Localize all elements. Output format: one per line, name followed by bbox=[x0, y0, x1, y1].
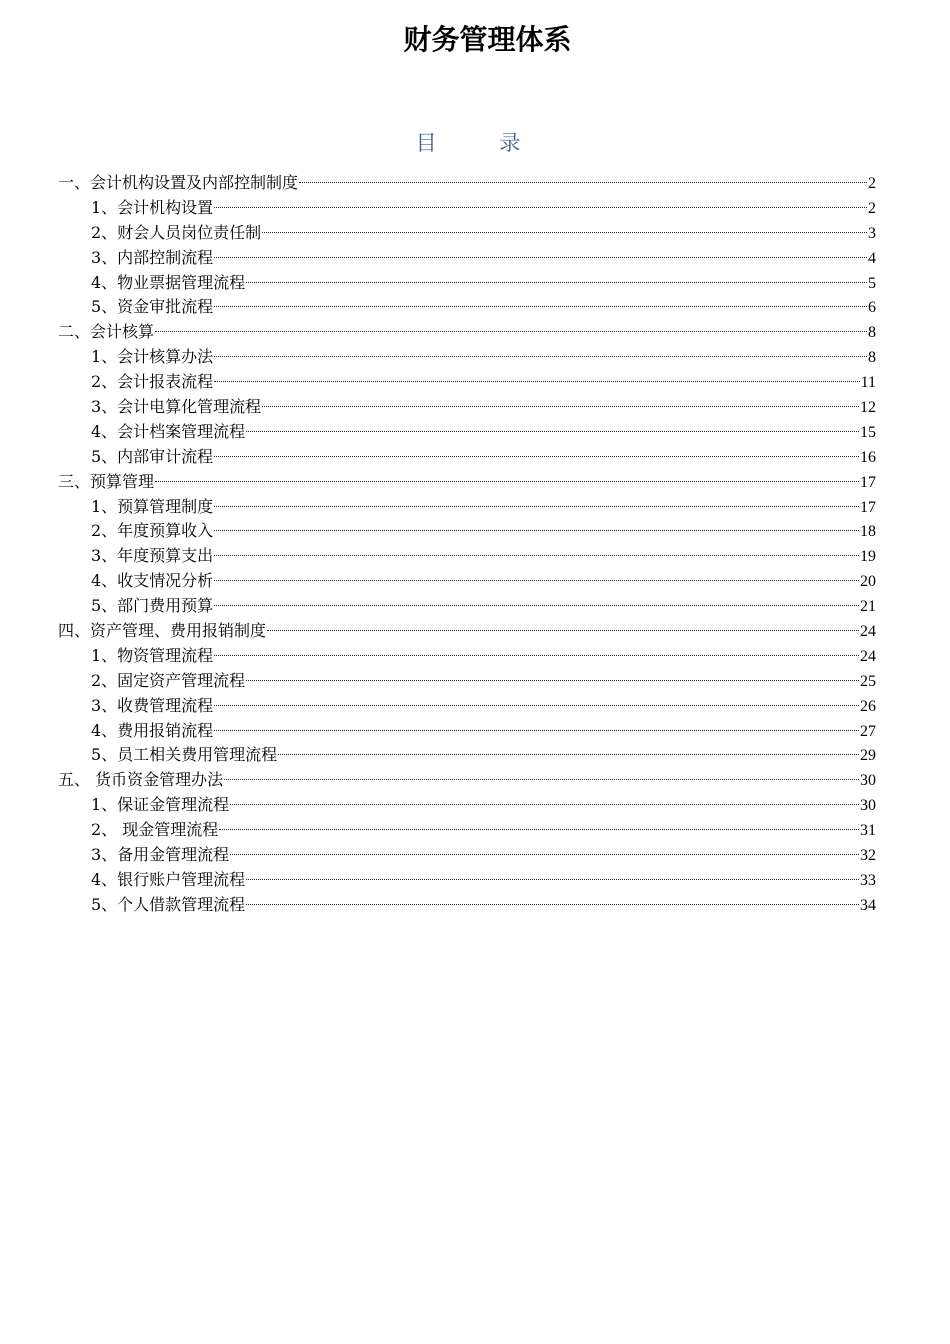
toc-page-number: 21 bbox=[860, 598, 876, 616]
toc-subsection-entry[interactable] bbox=[58, 868, 876, 893]
toc-page-number: 25 bbox=[860, 672, 876, 690]
toc-entry-label: 4、费用报销流程 bbox=[91, 720, 214, 740]
toc-entry-label: 四、资产管理、费用报销制度 bbox=[58, 621, 267, 641]
toc-dot-leader bbox=[214, 257, 867, 258]
toc-page-number: 26 bbox=[860, 697, 876, 715]
toc-dot-leader bbox=[278, 754, 859, 755]
toc-subsection-entry[interactable] bbox=[58, 893, 876, 918]
toc-dot-leader bbox=[214, 381, 859, 382]
toc-section-entry[interactable] bbox=[58, 768, 876, 793]
toc-entry-label: 3、备用金管理流程 bbox=[91, 845, 230, 865]
toc-dot-leader bbox=[214, 705, 859, 706]
toc-page-number: 19 bbox=[860, 548, 876, 566]
toc-subsection-entry[interactable] bbox=[58, 544, 876, 569]
toc-section-entry[interactable] bbox=[58, 470, 876, 495]
toc-subsection-entry[interactable] bbox=[58, 370, 876, 395]
toc-subsection-entry[interactable] bbox=[58, 196, 876, 221]
toc-subsection-entry[interactable] bbox=[58, 669, 876, 694]
toc-dot-leader bbox=[230, 854, 859, 855]
toc-subsection-entry[interactable] bbox=[58, 719, 876, 744]
toc-subsection-entry[interactable] bbox=[58, 793, 876, 818]
toc-dot-leader bbox=[214, 306, 867, 307]
toc-page-number: 20 bbox=[860, 573, 876, 591]
toc-subsection-entry[interactable] bbox=[58, 295, 876, 320]
toc-entry-label: 4、银行账户管理流程 bbox=[91, 869, 246, 889]
toc-entry-label: 1、保证金管理流程 bbox=[91, 795, 230, 815]
toc-subsection-entry[interactable] bbox=[58, 743, 876, 768]
table-of-contents bbox=[58, 171, 876, 918]
toc-subsection-entry[interactable] bbox=[58, 694, 876, 719]
toc-subsection-entry[interactable] bbox=[58, 569, 876, 594]
toc-subsection-entry[interactable] bbox=[58, 519, 876, 544]
toc-entry-label: 5、部门费用预算 bbox=[91, 596, 214, 616]
toc-dot-leader bbox=[262, 406, 859, 407]
document-title: 财务管理体系 bbox=[403, 23, 572, 56]
toc-page-number: 2 bbox=[868, 175, 876, 192]
toc-dot-leader bbox=[155, 481, 859, 482]
toc-page-number: 16 bbox=[860, 448, 876, 466]
toc-dot-leader bbox=[246, 431, 859, 432]
toc-entry-label: 2、财会人员岗位责任制 bbox=[91, 222, 262, 242]
toc-page-number: 34 bbox=[860, 896, 876, 914]
toc-entry-label: 1、物资管理流程 bbox=[91, 645, 214, 665]
toc-entry-label: 2、会计报表流程 bbox=[91, 372, 214, 392]
toc-entry-label: 1、预算管理制度 bbox=[91, 496, 214, 516]
toc-page-number: 32 bbox=[860, 847, 876, 865]
toc-subsection-entry[interactable] bbox=[58, 395, 876, 420]
toc-subsection-entry[interactable] bbox=[58, 644, 876, 669]
toc-entry-label: 4、会计档案管理流程 bbox=[91, 421, 246, 441]
toc-page-number: 6 bbox=[868, 299, 876, 317]
toc-dot-leader bbox=[214, 605, 859, 606]
toc-page-number: 2 bbox=[868, 199, 876, 217]
toc-entry-label: 5、员工相关费用管理流程 bbox=[91, 745, 278, 765]
toc-dot-leader bbox=[267, 630, 859, 631]
toc-dot-leader bbox=[230, 804, 859, 805]
toc-page-number: 27 bbox=[860, 722, 876, 740]
toc-page-number: 17 bbox=[860, 498, 876, 516]
toc-subsection-entry[interactable] bbox=[58, 818, 876, 843]
toc-dot-leader bbox=[219, 829, 859, 830]
toc-subsection-entry[interactable] bbox=[58, 495, 876, 520]
toc-entry-label: 5、内部审计流程 bbox=[91, 446, 214, 466]
toc-entry-label: 三、预算管理 bbox=[58, 471, 155, 491]
toc-page-number: 24 bbox=[860, 623, 876, 641]
toc-dot-leader bbox=[214, 655, 859, 656]
toc-dot-leader bbox=[155, 331, 867, 332]
toc-entry-label: 1、会计核算办法 bbox=[91, 347, 214, 367]
toc-dot-leader bbox=[214, 580, 859, 581]
toc-page-number: 12 bbox=[860, 399, 876, 417]
toc-entry-label: 2、 现金管理流程 bbox=[91, 820, 219, 840]
toc-entry-label: 2、年度预算收入 bbox=[91, 521, 214, 541]
toc-subsection-entry[interactable] bbox=[58, 420, 876, 445]
toc-page-number: 5 bbox=[868, 274, 876, 292]
toc-entry-label: 3、年度预算支出 bbox=[91, 546, 214, 566]
toc-page-number: 17 bbox=[860, 473, 876, 491]
toc-entry-label: 5、资金审批流程 bbox=[91, 297, 214, 317]
toc-dot-leader bbox=[214, 207, 867, 208]
toc-page-number: 11 bbox=[860, 374, 876, 392]
toc-entry-label: 二、会计核算 bbox=[58, 322, 155, 342]
toc-dot-leader bbox=[214, 456, 859, 457]
toc-dot-leader bbox=[214, 730, 859, 731]
toc-page-number: 8 bbox=[868, 349, 876, 367]
toc-page-number: 15 bbox=[860, 423, 876, 441]
toc-entry-label: 3、会计电算化管理流程 bbox=[91, 397, 262, 417]
toc-entry-label: 一、会计机构设置及内部控制制度 bbox=[58, 173, 299, 192]
toc-dot-leader bbox=[299, 182, 867, 183]
toc-section-entry[interactable] bbox=[58, 171, 876, 196]
toc-dot-leader bbox=[224, 779, 859, 780]
toc-subsection-entry[interactable] bbox=[58, 345, 876, 370]
toc-entry-label: 4、收支情况分析 bbox=[91, 571, 214, 591]
toc-dot-leader bbox=[214, 555, 859, 556]
toc-page-number: 24 bbox=[860, 647, 876, 665]
toc-section-entry[interactable] bbox=[58, 320, 876, 345]
toc-page-number: 3 bbox=[868, 224, 876, 242]
toc-subsection-entry[interactable] bbox=[58, 221, 876, 246]
toc-subsection-entry[interactable] bbox=[58, 271, 876, 296]
toc-entry-label: 五、 货币资金管理办法 bbox=[58, 770, 224, 790]
toc-dot-leader bbox=[214, 530, 859, 531]
toc-entry-label: 3、内部控制流程 bbox=[91, 247, 214, 267]
toc-entry-label: 4、物业票据管理流程 bbox=[91, 272, 246, 292]
toc-heading: 目 录 bbox=[415, 131, 549, 155]
toc-dot-leader bbox=[214, 506, 859, 507]
toc-entry-label: 5、个人借款管理流程 bbox=[91, 894, 246, 914]
toc-entry-label: 1、会计机构设置 bbox=[91, 197, 214, 217]
toc-dot-leader bbox=[246, 680, 859, 681]
toc-page-number: 31 bbox=[860, 822, 876, 840]
toc-dot-leader bbox=[246, 879, 859, 880]
toc-page-number: 4 bbox=[868, 249, 876, 267]
toc-subsection-entry[interactable] bbox=[58, 594, 876, 619]
toc-section-entry[interactable] bbox=[58, 619, 876, 644]
toc-dot-leader bbox=[262, 232, 867, 233]
toc-page-number: 18 bbox=[860, 523, 876, 541]
toc-page-number: 29 bbox=[860, 747, 876, 765]
toc-page-number: 33 bbox=[860, 871, 876, 889]
toc-subsection-entry[interactable] bbox=[58, 445, 876, 470]
toc-subsection-entry[interactable] bbox=[58, 246, 876, 271]
toc-dot-leader bbox=[246, 282, 867, 283]
toc-entry-label: 3、收费管理流程 bbox=[91, 695, 214, 715]
toc-dot-leader bbox=[214, 356, 867, 357]
toc-entry-label: 2、固定资产管理流程 bbox=[91, 670, 246, 690]
toc-page-number: 8 bbox=[868, 324, 876, 342]
toc-dot-leader bbox=[246, 904, 859, 905]
toc-page-number: 30 bbox=[860, 772, 876, 790]
toc-page-number: 30 bbox=[860, 797, 876, 815]
toc-subsection-entry[interactable] bbox=[58, 843, 876, 868]
